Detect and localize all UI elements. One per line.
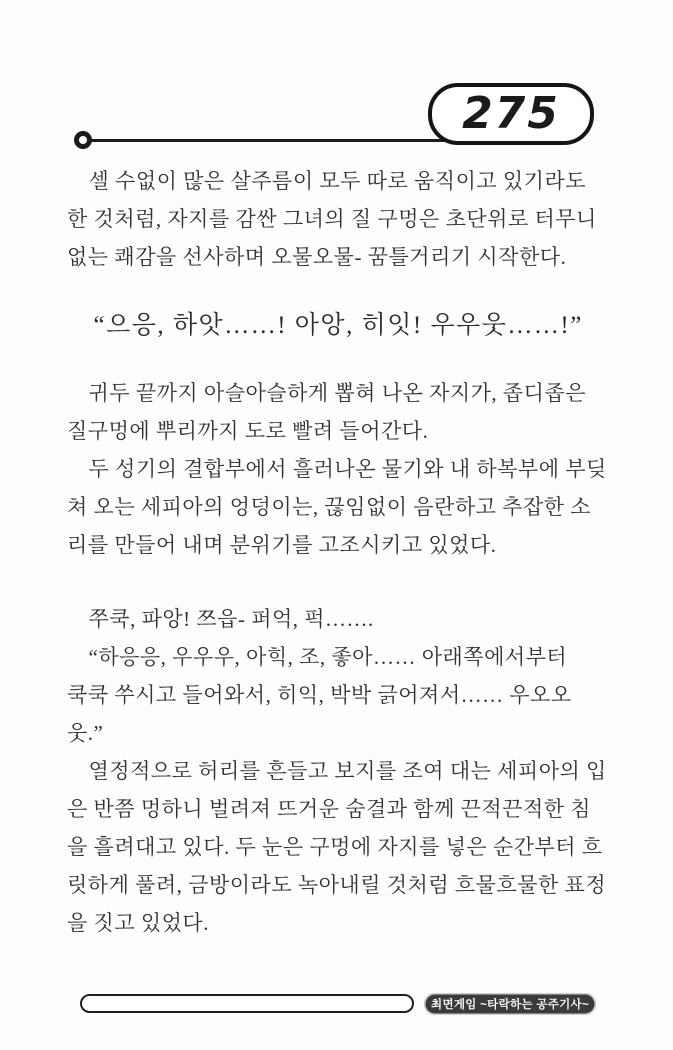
text-line: 두 성기의 결합부에서 흘러나온 물기와 내 하복부에 부딪 (67, 457, 607, 481)
paragraph (67, 162, 607, 276)
text-line: 열정적으로 허리를 흔들고 보지를 조여 대는 세피아의 입 (67, 759, 607, 783)
text-line: 쭈쿡, 파앙! 쯔읍- 퍼억, 퍽……. (67, 607, 374, 631)
text-line: 없는 쾌감을 선사하며 오물오물- 꿈틀거리기 시작한다. (67, 245, 567, 269)
text-line: 쿡쿡 쑤시고 들어와서, 히익, 박박 긁어져서…… 우오오 (67, 683, 572, 707)
page-header (0, 0, 673, 160)
paragraph (67, 374, 607, 564)
text-line: 을 짓고 있었다. (67, 911, 209, 935)
text-line: 귀두 끝까지 아슬아슬하게 뽑혀 나온 자지가, 좁디좁은 (67, 381, 587, 405)
text-line: “으응, 하앗……! 아앙, 히잇! 우우웃……!” (67, 312, 583, 339)
text-line: 쳐 오는 세피아의 엉덩이는, 끊임없이 음란하고 추잡한 소 (67, 495, 592, 519)
text-line: 질구멍에 뿌리까지 도로 빨려 들어간다. (67, 419, 429, 443)
footer-ornament-pill (80, 994, 414, 1013)
dialogue-block (67, 304, 607, 348)
book-title-badge (424, 993, 596, 1015)
text-line: 을 흘려대고 있다. 두 눈은 구멍에 자지를 넣은 순간부터 흐 (67, 835, 603, 859)
page-body-text (67, 162, 607, 942)
text-line: 리를 만들어 내며 분위기를 고조시키고 있었다. (67, 533, 497, 557)
text-line: 웃.” (67, 721, 104, 745)
paragraph (67, 600, 607, 942)
page-number-badge (428, 83, 594, 145)
text-line: 은 반쯤 멍하니 벌려져 뜨거운 숨결과 함께 끈적끈적한 침 (67, 797, 592, 821)
text-line: “하응응, 우우우, 아힉, 조, 좋아…… 아래쪽에서부터 (67, 645, 568, 669)
text-line: 릿하게 풀려, 금방이라도 녹아내릴 것처럼 흐물흐물한 표정 (67, 873, 607, 897)
page-number: 275 (462, 87, 560, 139)
book-title: 최면게임 ~타락하는 공주기사~ (431, 999, 589, 1011)
text-line: 한 것처럼, 자지를 감싼 그녀의 질 구멍은 초단위로 터무니 (67, 207, 597, 231)
text-line: 셀 수없이 많은 살주름이 모두 따로 움직이고 있기라도 (67, 169, 587, 193)
header-rule (88, 139, 450, 142)
